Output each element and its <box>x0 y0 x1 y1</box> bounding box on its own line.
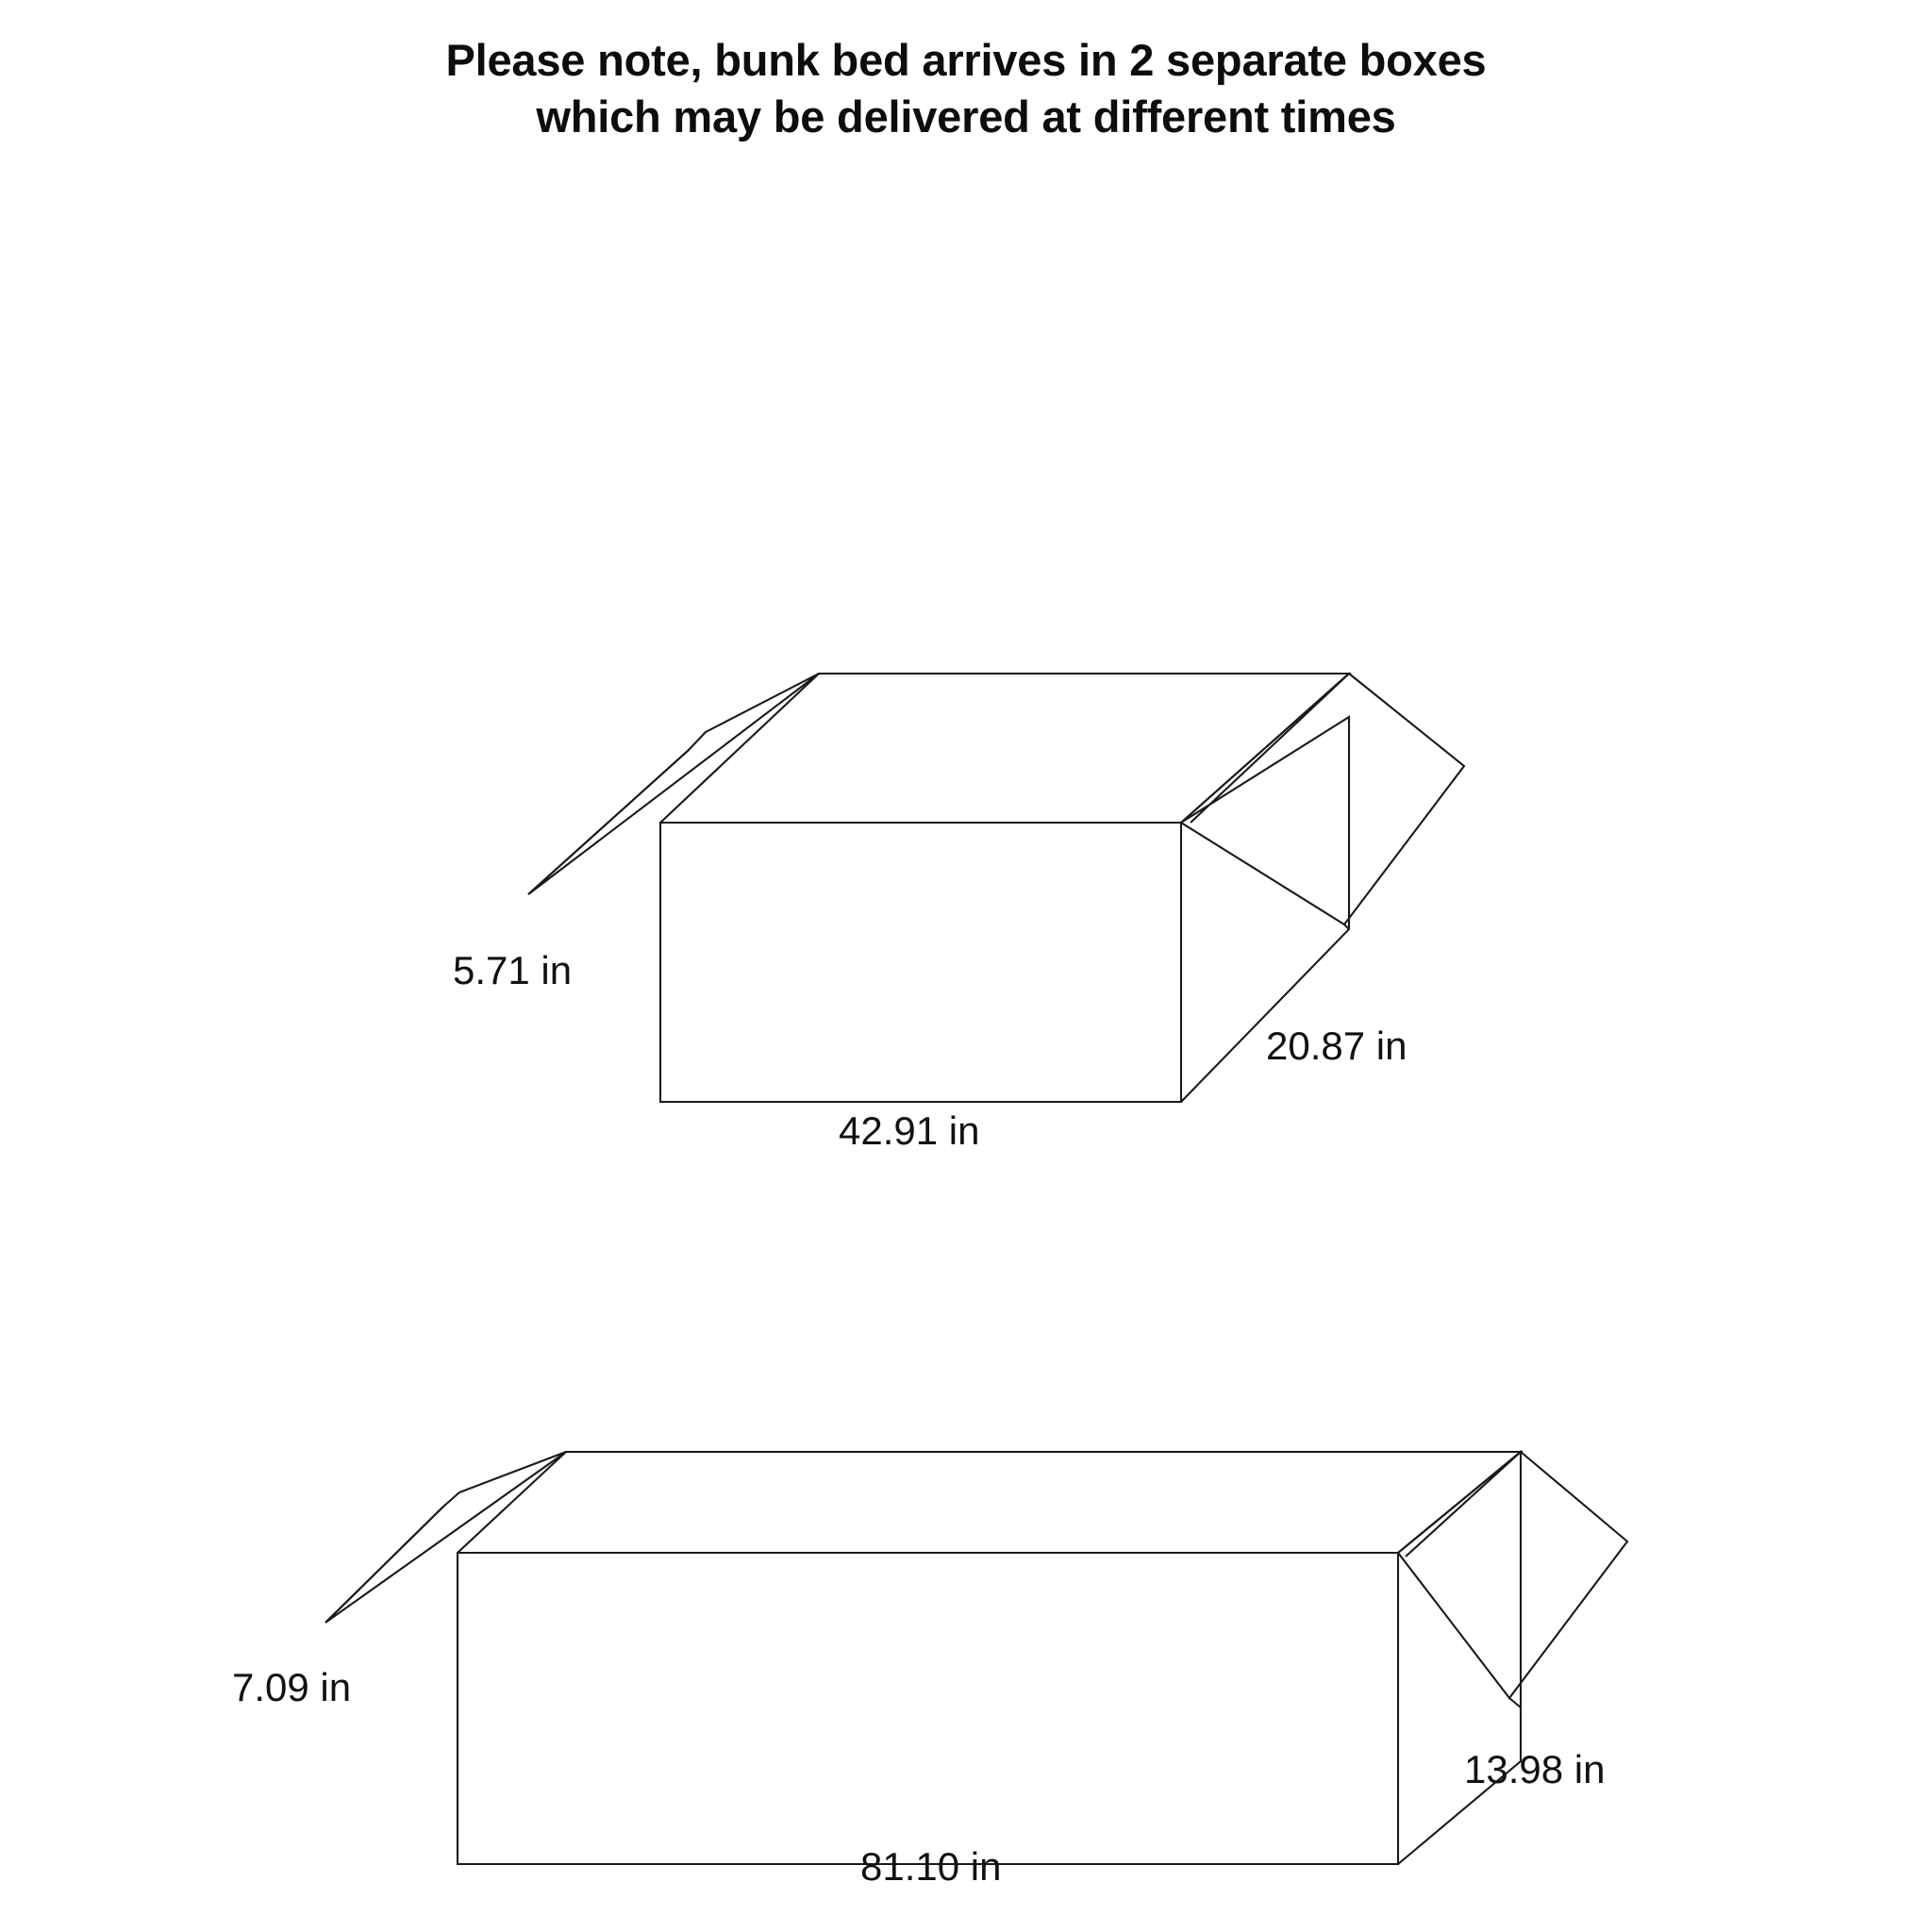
box-1-depth-label: 20.87 in <box>1266 1024 1407 1068</box>
box-2-width-label: 81.10 in <box>860 1844 1002 1889</box>
box-2-height-label: 7.09 in <box>232 1665 352 1709</box>
box-1-width-label: 42.91 in <box>839 1108 980 1153</box>
shipping-note-line-2: which may be delivered at different times <box>536 92 1396 142</box>
box-2-illustration <box>325 1452 1627 1864</box>
box-1-height-label: 5.71 in <box>453 948 573 992</box>
shipping-note-line-1: Please note, bunk bed arrives in 2 separate boxes <box>445 35 1487 85</box>
box-2-depth-label: 13.98 in <box>1464 1747 1606 1791</box>
